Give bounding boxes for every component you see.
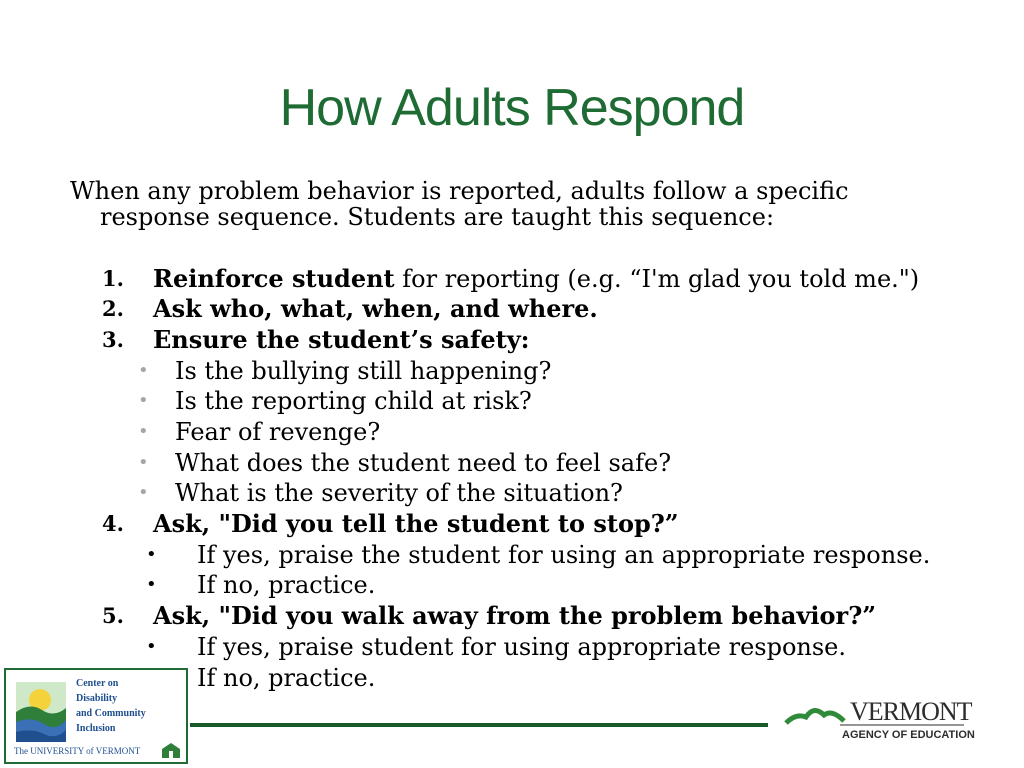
step-rest: for reporting (e.g. “I'm glad you told me.") (394, 265, 920, 293)
bullet-text: If yes, praise the student for using an appropriate response. (197, 541, 931, 569)
step-bold: Reinforce student (153, 264, 395, 293)
bullet-icon: • (138, 482, 149, 503)
bullet-text: If yes, praise student for using appropriate response. (197, 633, 847, 661)
bullet-text: Is the reporting child at risk? (175, 387, 532, 415)
intro-line-1: When any problem behavior is reported, adults follow a specific (70, 177, 849, 205)
step-bold: Ensure the student’s safety: (153, 325, 530, 354)
bullet-text: Is the bullying still happening? (175, 357, 552, 385)
step-number: 1. (102, 266, 124, 291)
step-bold: Did you walk away from the problem behavior?” (230, 601, 877, 630)
cdci-line: and Community (76, 708, 146, 719)
slide-title: How Adults Respond (279, 79, 745, 137)
step-prefix: Ask, " (153, 509, 231, 538)
footer-rule (190, 723, 768, 727)
bullet-text: What does the student need to feel safe? (175, 449, 672, 477)
bullet-text: If no, practice. (197, 571, 376, 599)
step-number: 5. (102, 603, 124, 628)
intro-line-2: response sequence. Students are taught this sequence: (100, 203, 775, 231)
agency-of-education-label: AGENCY OF EDUCATION (842, 729, 975, 741)
intro-paragraph (70, 178, 940, 230)
bullet-icon: • (146, 544, 157, 565)
step-bold: Did you tell the student to stop?” (230, 509, 679, 538)
bullet-text: What is the severity of the situation? (175, 479, 623, 507)
cdci-line: Disability (76, 693, 118, 704)
bullet-icon: • (138, 421, 149, 442)
step-number: 3. (102, 327, 124, 352)
uvm-building-icon (160, 740, 182, 760)
bullet-icon: • (146, 636, 157, 657)
bullet-text: Fear of revenge? (175, 418, 381, 446)
cdci-logo (4, 668, 188, 764)
vermont-sun-logo-icon (10, 674, 72, 748)
bullet-icon: • (138, 452, 149, 473)
step-number: 4. (102, 511, 124, 536)
bullet-icon: • (146, 574, 157, 595)
bullet-icon: • (138, 390, 149, 411)
bullet-text: If no, practice. (197, 664, 376, 692)
step-bold: Ask who, what, when, and where. (153, 294, 598, 323)
step-number: 2. (102, 296, 124, 321)
bullet-icon: • (138, 360, 149, 381)
step-prefix: Ask, " (153, 601, 231, 630)
uvm-wordmark: The UNIVERSITY of VERMONT (14, 746, 141, 756)
cdci-line: Inclusion (76, 723, 116, 734)
vermont-wordmark: VERMONT (850, 697, 972, 726)
cdci-line: Center on (76, 678, 119, 689)
